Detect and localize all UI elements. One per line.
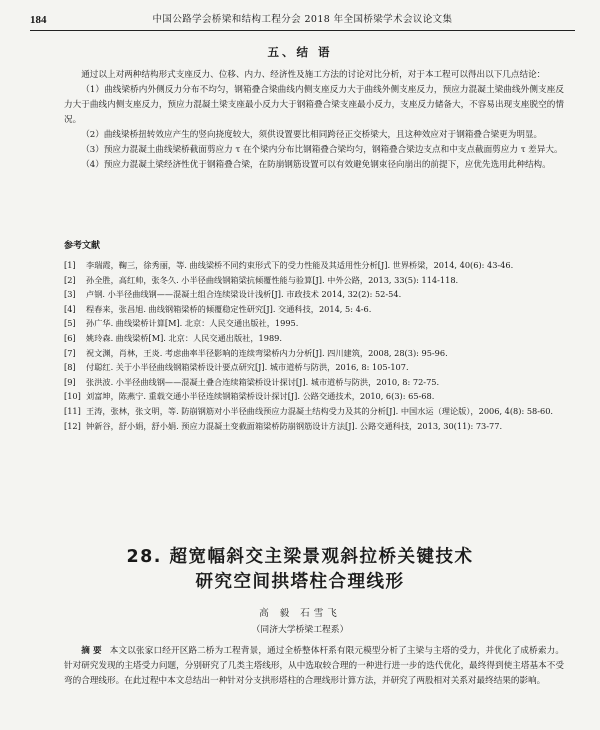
reference-item (64, 316, 560, 331)
conclusion-paragraph: （1）曲线梁桥内外侧反力分布不均匀，钢箱叠合梁曲线内侧支座反力大于曲线外侧支座反力，预应力混凝土梁曲线外侧支座反力大于曲线内侧支座反力，预应力混凝土梁支座最小反力大于钢箱叠合梁支座最小反力，支座反力储备大，不容易出现支座脱空的情况。 (64, 85, 564, 125)
reference-text: 姚玲森. 曲线梁桥[M]. 北京：人民交通出版社，1989. (86, 332, 282, 343)
reference-item (64, 331, 560, 346)
reference-number: [11] (64, 405, 81, 416)
reference-text: 程春来，张昌旭. 曲线钢箱梁桥的倾覆稳定性研究[J]. 交通科技，2014, 5: 4-6. (86, 303, 372, 314)
reference-text: 付聪红. 关于小半径曲线钢箱梁桥设计要点研究[J]. 城市道桥与防洪，2016, 8: 105-107. (86, 362, 409, 373)
reference-number: [6] (64, 332, 76, 343)
paper-title-line: 28. 超宽幅斜交主梁景观斜拉桥关键技术 (126, 547, 474, 567)
conclusion-paragraph: 通过以上对两种结构形式支座反力、位移、内力、经济性及施工方法的讨论对比分析，对于本工程可以得出以下几点结论： (81, 70, 546, 80)
abstract-text: 本文以张家口经开区路二桥为工程背景，通过全桥整体杆系有限元模型分析了主梁与主塔的受力，并优化了成桥索力。针对研究发现的主塔受力问题，分别研究了几类主塔线形，从中选取较合理的一种进行进一步的迭代优化，最终得到使主塔基本不受弯的合理线形。在此过程中本文总结出一种针对分支拱形塔柱的合理线形计算方法，并研究了两股相对关系对最终结果的影响。 (64, 646, 564, 686)
reference-text: 孙广华. 曲线梁桥计算[M]. 北京：人民交通出版社，1995. (86, 318, 299, 329)
reference-number: [8] (64, 362, 76, 373)
reference-number: [9] (64, 376, 76, 387)
reference-item (64, 273, 560, 288)
reference-item (64, 360, 560, 375)
reference-list (64, 258, 560, 433)
references-heading: 参考文献 (64, 241, 101, 251)
reference-text: 孙全胜，高红帅，张冬久. 小半径曲线钢箱梁抗倾覆性能与验算[J]. 中外公路，2013, 33(5): 114-118. (86, 274, 459, 285)
conclusion-paragraph: （4）预应力混凝土梁经济性优于钢箱叠合梁，在防崩钢筋设置可以有效避免钢束径向崩出的前提下，应优先选用此种结构。 (81, 160, 551, 170)
conclusion-body (64, 68, 564, 173)
reference-number: [4] (64, 303, 76, 314)
reference-number: [5] (64, 318, 76, 329)
conclusion-paragraph: （3）预应力混凝土曲线梁桥截面剪应力 τ 在个梁内分布比钢箱叠合梁均匀，钢箱叠合梁边支点和中支点截面剪应力 τ 差异大。 (81, 145, 563, 155)
reference-text: 钟新谷，舒小娟，舒小娟. 预应力混凝土变截面箱梁桥防崩钢筋设计方法[J]. 公路交通科技，2013, 30(11): 73-77. (86, 420, 503, 431)
reference-number: [1] (64, 260, 76, 270)
reference-text: 张洪波. 小半径曲线钢——混凝土叠合连续箱梁桥设计探讨[J]. 城市道桥与防洪，2010, 8: 72-75. (86, 376, 440, 387)
reference-item (64, 287, 560, 302)
reference-item (64, 375, 560, 390)
reference-number: [12] (64, 420, 81, 431)
header-divider (30, 30, 575, 31)
reference-text: 王涛，张林，张文明，等. 防崩钢筋对小半径曲线预应力混凝土结构受力及其的分析[J]. 中国水运（理论版），2006, 4(8): 58-60. (86, 405, 554, 416)
abstract-label: 摘 要 (81, 646, 102, 656)
page-number: 184 (30, 14, 47, 26)
reference-item (64, 404, 560, 419)
reference-number: [2] (64, 274, 76, 285)
reference-number: [7] (64, 347, 76, 358)
reference-item (64, 419, 560, 434)
reference-text: 李瑞霞，鞠三，徐秀丽，等. 曲线梁桥不同约束形式下的受力性能及其适用性分析[J]. 世界桥梁，2014, 40(6): 43-46. (86, 260, 514, 270)
paper-title (0, 545, 600, 595)
reference-item (64, 346, 560, 361)
abstract (64, 644, 564, 689)
conclusion-paragraph: （2）曲线梁桥扭转效应产生的竖向挠度较大，须供设置要比相同跨径正交桥梁大，且这种效应对于钢箱叠合梁更为明显。 (81, 130, 543, 140)
reference-number: [3] (64, 289, 76, 300)
paper-affiliation: （同济大学桥梁工程系） (251, 625, 349, 635)
running-header (30, 12, 575, 28)
paper-authors: 高 毅 石雪飞 (259, 608, 341, 619)
reference-item (64, 302, 560, 317)
journal-title: 中国公路学会桥梁和结构工程分会 2018 年全国桥梁学术会议论文集 (152, 14, 453, 25)
reference-text: 卢钢. 小半径曲线钢——混凝土组合连续梁设计浅析[J]. 市政技术 2014, 32(2): 52-54. (86, 289, 402, 300)
reference-text: 刘富坤，陈燕宁. 重载交通小半径连续钢箱梁桥设计探讨[J]. 公路交通技术，2010, 6(3): 65-68. (86, 391, 435, 402)
section-heading: 五、结 语 (267, 45, 333, 59)
paper-title-line: 研究空间拱塔柱合理线形 (195, 572, 405, 592)
reference-item (64, 258, 560, 273)
reference-text: 祝文渊，肖林，王炎. 考虑曲率半径影响的连续弯梁桥内力分析[J]. 四川建筑，2008, 28(3): 95-96. (86, 347, 448, 358)
reference-number: [10] (64, 391, 81, 402)
reference-item (64, 389, 560, 404)
